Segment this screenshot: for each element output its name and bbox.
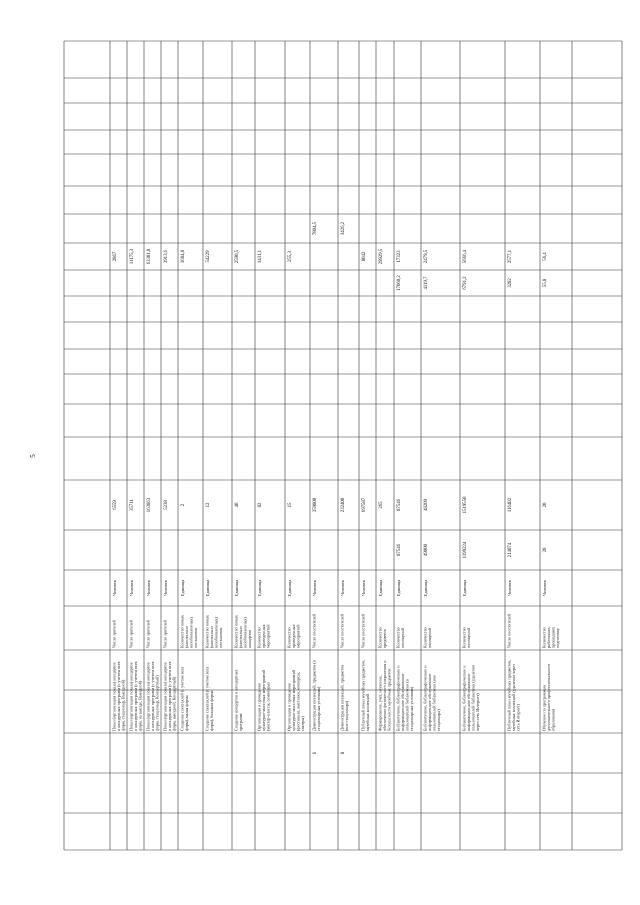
- table-cell: [312, 579, 317, 596]
- cell-name: Организация и проведениекультурно-массовых мероприятий(мастер-классы, семинары): [256, 669, 271, 731]
- cell-v2: 2: [181, 503, 187, 507]
- table-cell: [378, 660, 392, 731]
- cell-v2: 359800: [313, 497, 319, 513]
- cell-v4: 2479,5: [424, 249, 430, 264]
- table-cell: [396, 665, 414, 731]
- cell-v4: 2577,1: [508, 249, 514, 264]
- table-cell: [463, 249, 468, 263]
- cell-indicator: Число зрителей: [162, 620, 168, 648]
- table-cell: [287, 669, 305, 731]
- cell-unit: Единица: [461, 579, 467, 597]
- cell-v4: 54229: [206, 250, 212, 263]
- cell-indicator: Количествопосещений: [395, 627, 405, 648]
- table-cell: [287, 580, 292, 597]
- cell-unit: Единица: [286, 579, 292, 597]
- cell-indicator: Количество новых(капитальновозобновленных)концертов: [233, 614, 252, 648]
- cell-v2: 35711: [130, 499, 136, 511]
- table-cell: [543, 278, 548, 287]
- cell-name: Показ (организация показа) концертови концертных программ (с учетом всехформ, стационар, Концертный): [145, 661, 160, 731]
- cell-v2: 265: [379, 501, 385, 509]
- table-cell: [112, 619, 117, 648]
- cell-indicator: Количествопредметов: [377, 627, 387, 648]
- table-cell: [164, 249, 169, 263]
- cell-indicator: Число зрителей: [145, 620, 151, 648]
- table-cell: [147, 497, 152, 512]
- table-cell: [257, 669, 272, 731]
- cell-name: Создание концертов и концертныхпрограмм: [233, 669, 243, 731]
- table-cell: [463, 496, 468, 513]
- table-cell: [507, 613, 512, 648]
- cell-name: Показ (организация показа) концертови концертных программ (с учетом всехформ, на выезде, Выездной): [128, 661, 143, 731]
- table-cell: [462, 665, 480, 731]
- table-cell: [543, 252, 548, 261]
- cell-v3: 17060,2: [397, 275, 403, 291]
- cell-v4: 2867: [113, 251, 119, 262]
- table-cell: [507, 660, 521, 731]
- table-cell: [463, 276, 468, 290]
- cell-unit: Человек: [311, 580, 317, 596]
- cell-v2: 15: [288, 502, 294, 508]
- cell-v1: 20: [543, 547, 549, 553]
- cell-unit: Единица: [179, 579, 185, 597]
- cell-v2: 6559: [113, 500, 119, 510]
- cell-indicator: Число посетителей: [311, 613, 317, 648]
- cell-v2: 20: [543, 502, 549, 508]
- cell-v3: 3282: [508, 278, 514, 288]
- cell-unit: Единица: [256, 579, 262, 597]
- table-cell: [340, 665, 349, 731]
- table-cell: [180, 580, 185, 597]
- cell-name: Организация и проведениекультурно-массовых мероприятий(фестивали, выставки, конкурсы,смотры): [286, 669, 305, 731]
- table-cell: [396, 580, 401, 597]
- table-cell: [258, 502, 263, 507]
- table-cell: [181, 249, 186, 263]
- table-cell: [164, 500, 169, 510]
- cell-v2: 232400: [341, 497, 347, 513]
- table-cell: [206, 502, 211, 507]
- table-cell: [146, 579, 151, 596]
- table-cell: [379, 248, 384, 264]
- table-cell: [180, 614, 198, 648]
- cell-v2: 116402: [508, 497, 514, 513]
- cell-v5: 3426,2: [341, 221, 347, 236]
- cell-name: Публичный показ музейных предметов,музейных коллекций (удаленно черезсеть Интернет): [506, 659, 521, 731]
- cell-unit: Единица: [204, 579, 210, 597]
- table-cell: [163, 619, 168, 648]
- table-cell: [257, 624, 271, 648]
- table-cell: [205, 580, 210, 597]
- table-cell: [341, 221, 346, 235]
- table-cell: [235, 249, 240, 263]
- cell-v2: 82: [258, 502, 264, 508]
- table-cell: [397, 275, 402, 291]
- table-cell: [313, 221, 318, 235]
- table-cell: [463, 541, 468, 558]
- table-cell: [542, 579, 547, 596]
- table-cell: [146, 619, 151, 648]
- cell-indicator: Количествопосещений: [461, 627, 471, 648]
- cell-v3: 6791,2: [463, 276, 469, 290]
- cell-v1: 1199224: [463, 541, 469, 559]
- cell-v2: 40: [235, 502, 241, 508]
- cell-name: Демонстрация коллекций, предметов(вне стационара): [339, 664, 349, 731]
- cell-name: Создание спектаклей (с учетом всехформ), большая форма: [204, 666, 214, 731]
- cell-indicator: Количествоработников,прошедшихподготовку: [541, 626, 560, 648]
- cell-indicator: Количество новых(капитальновозобновленных)постановок: [179, 614, 198, 648]
- table-cell: [257, 580, 262, 597]
- table-cell: [378, 580, 383, 597]
- cell-indicator: Число зрителей: [111, 620, 117, 648]
- table-cell: [313, 751, 318, 754]
- table-cell: [288, 251, 293, 262]
- cell-v4: 2590,5: [235, 249, 241, 264]
- cell-v4: 1684,8: [181, 249, 187, 264]
- cell-indicator: Число посетителей: [360, 613, 366, 648]
- table-cell: [312, 660, 321, 731]
- table-cell: [508, 542, 513, 557]
- table-cell: [312, 613, 317, 648]
- table-cell: [397, 250, 402, 263]
- cell-v2: 48209: [424, 499, 430, 511]
- cell-unit: Единица: [377, 579, 383, 597]
- cell-name: Публичный показ музейных предметов,музейных коллекций: [360, 659, 370, 731]
- table-cell: [396, 627, 405, 648]
- cell-unit: Человек: [339, 580, 345, 596]
- table-cell: [397, 543, 402, 556]
- cell-indicator: Число посетителей: [339, 613, 345, 648]
- table-cell: [258, 249, 263, 263]
- table-cell: [288, 502, 293, 507]
- cell-v4: 8042: [362, 251, 368, 262]
- table-cell: [379, 501, 384, 509]
- cell-v4: 5666,4: [463, 249, 469, 264]
- cell-unit: Человек: [145, 580, 151, 596]
- cell-v3: 4119,7: [424, 276, 430, 290]
- cell-unit: Человек: [162, 580, 168, 596]
- cell-v1: 87546: [397, 544, 403, 556]
- table-cell: [362, 251, 367, 261]
- page-number: 5: [28, 454, 37, 458]
- cell-num: 8: [341, 751, 347, 755]
- table-cell: [424, 498, 429, 511]
- table-cell: [113, 251, 118, 261]
- table-cell: [542, 626, 560, 648]
- table-cell: [129, 579, 134, 596]
- table-cell: [361, 579, 366, 596]
- cell-v2: 12: [206, 502, 212, 508]
- table-cell: [130, 498, 135, 510]
- cell-name: Библиотечное, библиографическое иинформационное обслуживаниепользователей библиотеки (внестационара): [422, 665, 441, 731]
- cell-indicator: Количествопроведенныхмероприятий: [256, 624, 271, 648]
- cell-unit: Человек: [360, 580, 366, 596]
- cell-name: Библиотечное, библиографическое иинформационное обслуживаниепользователей библиотеки (удаленночерез сеть Интернет): [461, 664, 480, 731]
- table-cell: [206, 250, 211, 263]
- table-cell: [543, 502, 548, 507]
- table-cell: [181, 503, 186, 506]
- table-cell: [113, 500, 118, 510]
- table-cell: [378, 627, 387, 648]
- cell-v4: 255,3: [288, 251, 294, 262]
- cell-name: Создание спектаклей (с учетом всехформ), малая форма: [179, 666, 189, 731]
- table-cell: [543, 547, 548, 552]
- table-cell: [341, 497, 346, 512]
- cell-name: Библиотечное, библиографическое иинформационное обслуживаниепользователей библиотеки (встационарных условиях): [395, 665, 414, 731]
- cell-name: Демонстрация коллекций, предметов (встационарных условиях): [311, 660, 321, 731]
- table-cell: [205, 614, 223, 648]
- table-cell: [340, 613, 345, 648]
- cell-unit: Человек: [111, 580, 117, 596]
- cell-v4: 56,4: [543, 252, 549, 261]
- table-cell: [462, 627, 471, 648]
- cell-v2: 1519550: [463, 496, 469, 514]
- cell-unit: Человек: [541, 580, 547, 596]
- cell-indicator: Количествопосещений: [422, 627, 432, 648]
- table-cell: [340, 579, 345, 596]
- cell-indicator: Число зрителей: [128, 620, 134, 648]
- cell-v2: 5238: [164, 500, 170, 510]
- table-cell: [424, 276, 429, 290]
- table-cell: [361, 660, 370, 731]
- cell-name: Обучение по программамдополнительного профессиональногообразования: [541, 663, 556, 731]
- cell-v4: 3913,6: [164, 249, 170, 264]
- table-cell: [163, 579, 168, 596]
- table-cell: [112, 579, 117, 596]
- table-cell: [234, 614, 252, 648]
- table-cell: [163, 660, 178, 731]
- cell-indicator: Количество новых(капитальновозобновленных)постановок: [204, 614, 223, 648]
- table-cell: [423, 627, 432, 648]
- cell-v4: 63301,8: [147, 248, 153, 265]
- table-cell: [130, 248, 135, 264]
- table-cell: [235, 502, 240, 507]
- table-cell: [362, 497, 367, 512]
- table-cell: [361, 613, 366, 648]
- table-cell: [146, 660, 161, 731]
- table-cell: [205, 666, 215, 731]
- cell-indicator: Число посетителей: [506, 613, 512, 648]
- table-cell: [341, 751, 346, 754]
- cell-v4: 17323: [397, 250, 403, 263]
- cell-v4: 11175,3: [130, 248, 136, 265]
- cell-v4: 29929,5: [379, 248, 385, 265]
- table-cells: [112, 221, 560, 754]
- table-cell: [507, 579, 512, 596]
- cell-v4: 1431,1: [258, 249, 264, 264]
- table-cell: [112, 660, 127, 731]
- table-cell: [462, 580, 467, 597]
- cell-v3: 55,8: [543, 278, 549, 288]
- table-cell: [234, 669, 243, 731]
- table-cell: [287, 624, 301, 648]
- table-cell: [129, 660, 144, 731]
- table-cell: [313, 497, 318, 512]
- cell-name: Показ (организация показа) концертови концертных программ (с учетом всехформ, стационар, Выездной): [111, 661, 126, 731]
- cell-unit: Единица: [422, 579, 428, 597]
- cell-v1: 49000: [424, 544, 430, 556]
- table-cell: [180, 666, 190, 731]
- cell-v1: 214074: [508, 542, 514, 558]
- cell-unit: Единица: [395, 579, 401, 597]
- table-cell: [129, 619, 134, 648]
- cell-v2: 87546: [397, 499, 403, 511]
- cell-unit: Человек: [506, 580, 512, 596]
- cell-unit: Человек: [128, 580, 134, 596]
- table-cell: [542, 664, 556, 731]
- table-cell: [423, 580, 428, 597]
- cell-v2: 697587: [362, 497, 368, 513]
- table-cell: [508, 249, 513, 263]
- table-cell: [423, 665, 441, 731]
- table-cell: [397, 498, 402, 511]
- table-cell: [234, 580, 239, 597]
- cell-v5: 7804,5: [313, 221, 319, 236]
- cell-indicator: Количествопроведенныхмероприятий: [286, 624, 301, 648]
- table-cell: [508, 278, 513, 288]
- cell-name: Показ (организация показа) концертови концертных программ (с учетом всехформ, выездной, Концертный): [162, 661, 177, 731]
- cell-unit: Единица: [233, 579, 239, 597]
- cell-name: Формирование, учет, изучение,обеспечение физического сохранения ибезопасности музейных предметов: [377, 660, 392, 731]
- table-cell: [424, 543, 429, 556]
- cell-v2: 163863: [147, 497, 153, 513]
- table-cell: [508, 497, 513, 512]
- cell-num: 6: [313, 751, 319, 755]
- table-cell: [424, 249, 429, 263]
- table-cell: [147, 248, 152, 264]
